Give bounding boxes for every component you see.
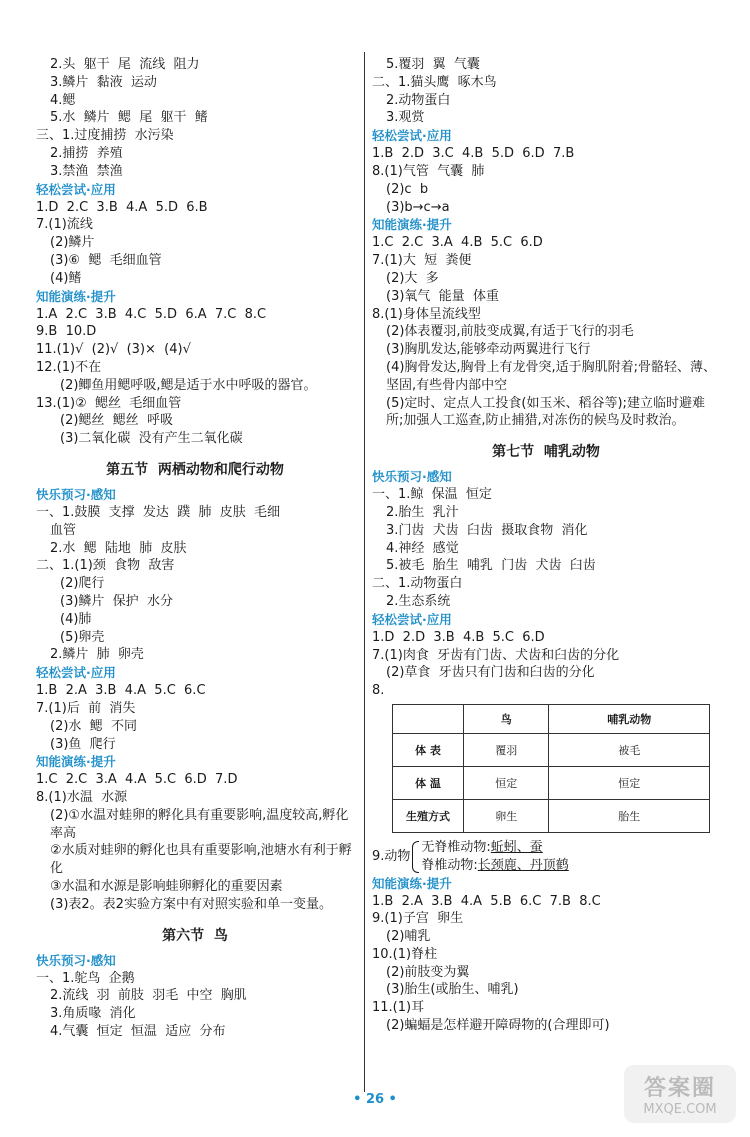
brace-icon: [412, 841, 419, 873]
answer-line: (2)大 多: [386, 270, 439, 286]
answer-paragraph: (3)表2。表2实验方案中有对照实验和单一变量。: [50, 896, 332, 912]
answer-line: 2.动物蛋白: [386, 92, 451, 108]
table-header-cell: [393, 704, 464, 733]
watermark-text: 答案圈: [643, 1076, 716, 1101]
comparison-table: [392, 704, 710, 833]
answer-line: 一、1.鸵鸟 企鹅: [36, 970, 135, 986]
answer-line: 9.B 10.D: [36, 324, 97, 340]
answer-line: 1.D 2.C 3.B 4.A 5.D 6.B: [36, 199, 208, 215]
answer-line: 8.(1)身体呈流线型: [372, 306, 481, 322]
subheading: 知能演练·提升: [36, 754, 116, 770]
brace-rows: [421, 839, 568, 875]
answer-line: 5.水 鳞片 鳃 尾 躯干 鳍: [50, 110, 208, 126]
answer-line: 7.(1)流线: [36, 217, 93, 233]
subheading: 知能演练·提升: [36, 288, 116, 304]
answer-line: (2)鲫鱼用鳃呼吸,鳃是适于水中呼吸的器官。: [60, 377, 317, 393]
column-divider: [364, 52, 365, 1092]
subheading: 快乐预习·感知: [36, 486, 116, 502]
answer-line: (2)c b: [386, 181, 429, 197]
table-cell: 覆羽: [464, 733, 549, 766]
table-header-cell: 鸟: [464, 704, 549, 733]
table-row: [393, 733, 710, 766]
answer-line: (3)鳞片 保护 水分: [60, 593, 173, 609]
answer-paragraph: (4)胸骨发达,胸骨上有龙骨突,适于胸肌附着;骨骼轻、薄、坚固,有些骨内部中空: [386, 359, 717, 393]
answer-line: 7.(1)大 短 粪便: [372, 253, 472, 269]
answer-line: 12.(1)不在: [36, 359, 102, 375]
answer-line: (3)胎生(或胎生、哺乳): [386, 982, 519, 998]
brace-category: 无脊椎动物:: [421, 839, 491, 855]
subheading: 知能演练·提升: [372, 875, 452, 891]
answer-line: 3.观赏: [386, 110, 425, 126]
answer-paragraph: (2)体表覆羽,前肢变成翼,有适于飞行的羽毛: [386, 324, 634, 340]
classification-brace: [372, 839, 720, 875]
subheading: 快乐预习·感知: [36, 952, 116, 968]
table-cell: 体 表: [393, 733, 464, 766]
answer-line: 10.(1)脊柱: [372, 946, 438, 962]
answer-line: 4.气囊 恒定 恒温 适应 分布: [50, 1024, 226, 1040]
answer-line: (2)草食 牙齿只有门齿和臼齿的分化: [386, 665, 595, 681]
answer-line: 三、1.过度捕捞 水污染: [36, 128, 174, 144]
table-cell: 被毛: [549, 733, 710, 766]
answer-line: (2)鳞片: [50, 235, 95, 251]
answer-line: 1.B 2.D 3.C 4.B 5.D 6.D 7.B: [372, 146, 575, 162]
answer-paragraph: (5)定时、定点人工投食(如玉米、稻谷等);建立临时避难所;加强人工巡查,防止捕猎,对冻伤的候鸟及时救治。: [386, 395, 705, 429]
answer-line: 1.C 2.C 3.A 4.A 5.C 6.D 7.D: [36, 772, 238, 788]
answer-line: 2.鳞片 肺 卵壳: [50, 647, 144, 663]
answer-line: 7.(1)肉食 牙齿有门齿、犬齿和臼齿的分化: [372, 647, 620, 663]
table-cell: 胎生: [549, 799, 710, 832]
answer-line: 1.B 2.A 3.B 4.A 5.C 6.C: [36, 683, 206, 699]
answer-line: 7.(1)后 前 消失: [36, 700, 136, 716]
answer-line: 11.(1)√ (2)√ (3)× (4)√: [36, 342, 191, 358]
answer-line: (2)水 鳃 不同: [50, 718, 137, 734]
answer-line: (3)鱼 爬行: [50, 736, 116, 752]
brace-row: [421, 839, 568, 857]
subheading: 快乐预习·感知: [372, 469, 452, 485]
answer-line: 5.覆羽 翼 气囊: [386, 57, 480, 72]
section-title-7: 第七节 哺乳动物: [492, 444, 600, 461]
answer-line: 1.D 2.D 3.B 4.B 5.C 6.D: [372, 629, 545, 645]
answer-line: (2)蝙蝠是怎样避开障碍物的(合理即可): [386, 1018, 610, 1034]
subheading: 轻松尝试·应用: [36, 665, 116, 681]
answer-line: (3)氧气 能量 体重: [386, 288, 499, 304]
answer-line: 2.水 鳃 陆地 肺 皮肤: [50, 540, 187, 556]
page-number: • 26 •: [353, 1092, 397, 1107]
table-cell: 卵生: [464, 799, 549, 832]
answer-paragraph: (2)①水温对蛙卵的孵化具有重要影响,温度较高,孵化率高: [50, 807, 349, 841]
answer-line: (2)前肢变为翼: [386, 964, 470, 980]
answer-line: 3.鳞片 黏液 运动: [50, 74, 157, 90]
answer-line: 2.头 躯干 尾 流线 阻力: [50, 57, 200, 72]
brace-row: [421, 857, 568, 875]
answer-line: (3)b→c→a: [386, 199, 450, 215]
table-row: [393, 766, 710, 799]
table-header-cell: 哺乳动物: [549, 704, 710, 733]
brace-example: 蚯蚓、蚕: [490, 839, 543, 855]
brace-category: 脊椎动物:: [421, 857, 478, 873]
answer-line: (3)⑥ 鳃 毛细血管: [50, 252, 162, 268]
answer-line: (4)鳍: [50, 270, 82, 286]
left-top-lines: [36, 56, 354, 448]
answer-line: 5.被毛 胎生 哺乳 门齿 犬齿 臼齿: [386, 558, 596, 574]
answer-line: 二、1.动物蛋白: [372, 576, 463, 592]
answer-line: 2.捕捞 养殖: [50, 145, 123, 161]
answer-paragraph: ③水温和水源是影响蛙卵孵化的重要因素: [50, 879, 283, 895]
subheading: 轻松尝试·应用: [36, 181, 116, 197]
answer-line: (2)哺乳: [386, 929, 431, 945]
brace-example: 长颈鹿、丹顶鹤: [477, 857, 569, 873]
table-header-row: [393, 704, 710, 733]
answer-line: 1.B 2.A 3.B 4.A 5.B 6.C 7.B 8.C: [372, 893, 601, 909]
answer-line: (2)爬行: [60, 576, 105, 592]
table-cell: 恒定: [549, 766, 710, 799]
answer-line: 2.流线 羽 前肢 羽毛 中空 胸肌: [50, 988, 247, 1004]
answer-line: 1.C 2.C 3.A 4.B 5.C 6.D: [372, 235, 543, 251]
answer-line: 血管: [50, 522, 77, 538]
answer-line: 11.(1)耳: [372, 1000, 425, 1016]
subheading: 知能演练·提升: [372, 217, 452, 233]
answer-line: 8.: [372, 683, 385, 699]
section-title-5: 第五节 两栖动物和爬行动物: [106, 461, 284, 478]
answer-line: 1.A 2.C 3.B 4.C 5.D 6.A 7.C 8.C: [36, 306, 267, 322]
right-column: [372, 56, 720, 1035]
watermark-url: MXQE.COM: [643, 1102, 717, 1117]
answer-line: (3)二氧化碳 没有产生二氧化碳: [60, 431, 243, 447]
answer-line: 二、1.猫头鹰 啄木鸟: [372, 74, 497, 90]
answer-line: 13.(1)② 鳃丝 毛细血管: [36, 395, 182, 411]
answer-line: 2.生态系统: [386, 593, 451, 609]
answer-line: (2)鳃丝 鳃丝 呼吸: [60, 413, 173, 429]
answer-line: 3.门齿 犬齿 臼齿 摄取食物 消化: [386, 522, 588, 538]
answer-line: 8.(1)气管 气囊 肺: [372, 163, 485, 179]
answer-line: 一、1.鲸 保温 恒定: [372, 487, 492, 503]
brace-label: 9.动物: [372, 848, 411, 864]
subheading: 轻松尝试·应用: [372, 128, 452, 144]
answer-line: 3.角质喙 消化: [50, 1006, 136, 1022]
table-cell: 生殖方式: [393, 799, 464, 832]
answer-paragraph: (3)胸肌发达,能够牵动两翼进行飞行: [386, 342, 591, 358]
table-cell: 恒定: [464, 766, 549, 799]
section-title-6: 第六节 鸟: [162, 927, 228, 944]
answer-line: 4.鳃: [50, 92, 76, 108]
left-column: [36, 56, 354, 1041]
answer-line: 4.神经 感觉: [386, 540, 459, 556]
answer-line: 二、1.(1)颈 食物 敌害: [36, 558, 175, 574]
watermark-logo: [624, 1065, 736, 1123]
answer-paragraph: ②水质对蛙卵的孵化也具有重要影响,池塘水有利于孵化: [50, 843, 352, 877]
table-row: [393, 799, 710, 832]
answer-line: 9.(1)子宫 卵生: [372, 911, 464, 927]
answer-line: 3.禁渔 禁渔: [50, 163, 123, 179]
answer-line: (5)卵壳: [60, 629, 105, 645]
answer-line: (4)肺: [60, 611, 92, 627]
subheading: 轻松尝试·应用: [372, 611, 452, 627]
table-cell: 体 温: [393, 766, 464, 799]
answer-line: 2.胎生 乳汁: [386, 504, 459, 520]
answer-line: 一、1.鼓膜 支撑 发达 蹼 肺 皮肤 毛细: [36, 504, 280, 520]
answer-line: 8.(1)水温 水源: [36, 790, 128, 806]
